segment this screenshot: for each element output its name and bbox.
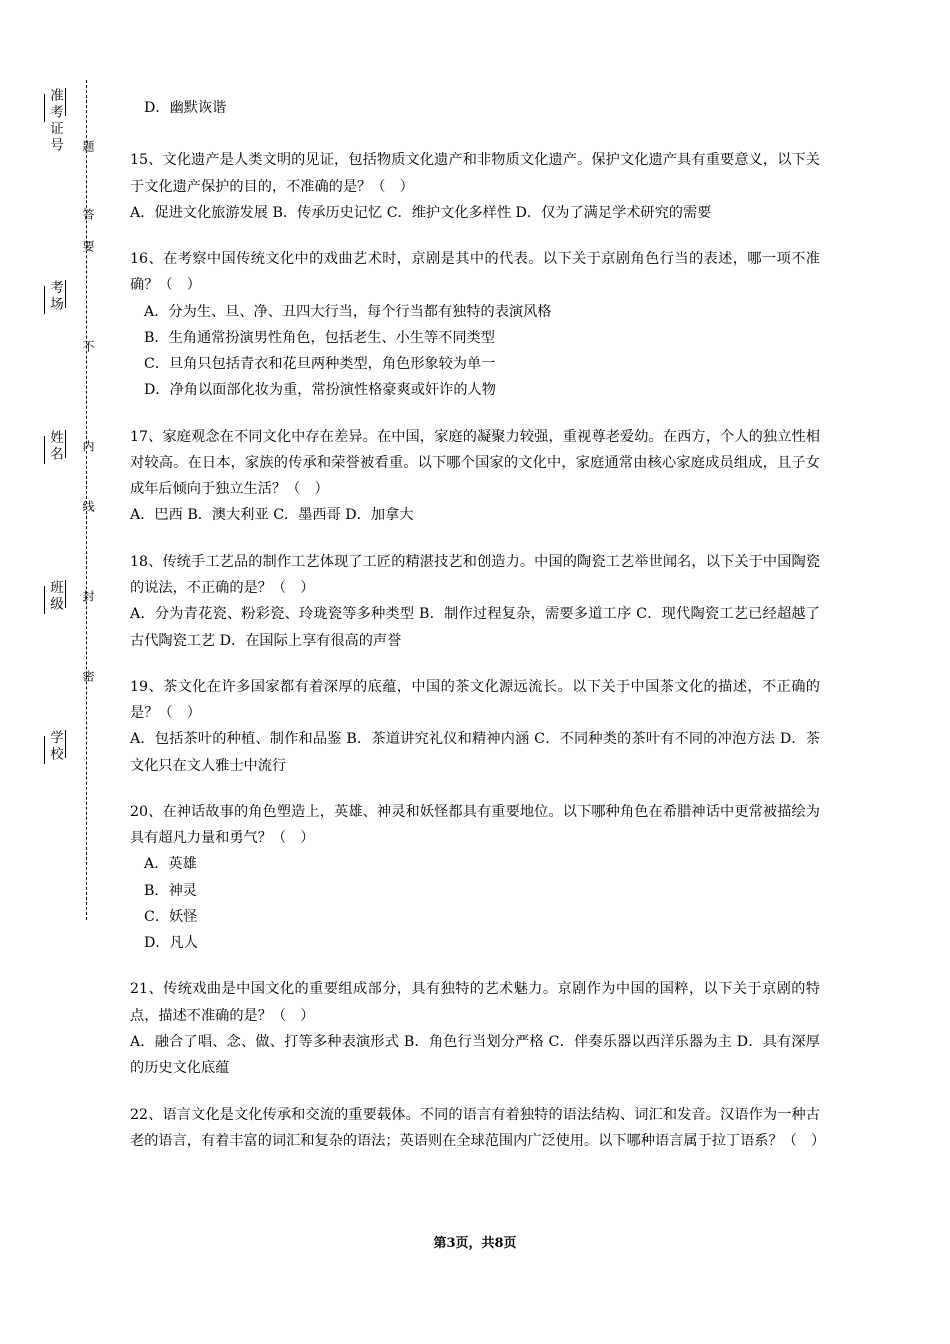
question-options-inline: A．促进文化旅游发展 B．传承历史记忆 C．维护文化多样性 D．仅为了满足学术研究的需要 [130,204,712,221]
seal-char-nei: 内 [81,440,95,472]
field-exam-room: 考场 [44,280,66,314]
seal-char-feng: 封 [81,590,95,622]
sealing-line-block [24,80,114,920]
question-stem: 22、语言文化是文化传承和交流的重要载体。不同的语言有着独特的语法结构、词汇和发音。汉语作为一种古老的语言，有着丰富的词汇和复杂的语法；英语则在全球范围内广泛使用。以下哪种语言属于拉丁语系？（ ） [130,1106,826,1149]
question-option-c: C．旦角只包括青衣和花旦两种类型，角色形象较为单一 [144,356,496,373]
question-option-c: C．妖怪 [144,908,198,925]
question-20 [130,799,820,957]
seal-char-bu: 不 [81,340,95,372]
question-16 [130,246,820,404]
question-stem: 20、在神话故事的角色塑造上，英雄、神灵和妖怪都具有重要地位。以下哪种角色在希腊神话中更常被描绘为具有超凡力量和勇气？（ ） [130,803,820,847]
page-footer: 第3页，共8页 [433,1236,517,1251]
question-option-a: A．英雄 [144,856,197,873]
question-15 [130,147,820,226]
question-options-inline: A．巴西 B．澳大利亚 C．墨西哥 D．加拿大 [130,507,414,524]
field-class: 班级 [44,580,66,614]
seal-char-da: 答 [81,208,95,240]
question-19 [130,674,820,779]
question-option-b: B．神灵 [144,882,197,899]
question-option-d: D．凡人 [144,935,198,952]
question-18 [130,549,820,654]
field-exam-number: 准考证号 [44,88,66,154]
seal-char-xian: 线 [81,500,95,532]
seal-char-ti: 题 [81,140,95,172]
question-17 [130,424,820,529]
lead-option: D．幽默诙谐 [144,100,227,116]
question-option-d: D．净角以面部化妆为重，常扮演性格豪爽或奸诈的人物 [144,382,496,399]
seal-char-yao: 要 [81,240,95,272]
question-22 [130,1102,826,1155]
question-stem: 17、家庭观念在不同文化中存在差异。在中国，家庭的凝聚力较强，重视尊老爱幼。在西方，个人的独立性相对较高。在日本，家族的传承和荣誉被看重。以下哪个国家的文化中，家庭通常由核心家庭成员组成，且子女成年后倾向于独立生活？（ ） [130,428,820,498]
field-school: 学校 [44,730,66,764]
question-stem: 21、传统戏曲是中国文化的重要组成部分，具有独特的艺术魅力。京剧作为中国的国粹，以下关于京剧的特点，描述不准确的是？（ ） [130,981,820,1024]
question-stem: 19、茶文化在许多国家都有着深厚的底蕴，中国的茶文化源远流长。以下关于中国茶文化的描述，不正确的是？（ ） [130,678,820,722]
question-stem: 16、在考察中国传统文化中的戏曲艺术时，京剧是其中的代表。以下关于京剧角色行当的表述，哪一项不准确？（ ） [130,251,820,294]
question-stem: 15、文化遗产是人类文明的见证，包括物质文化遗产和非物质文化遗产。保护文化遗产具有重要意义，以下关于文化遗产保护的目的，不准确的是？（ ） [130,152,820,195]
field-name: 姓名 [44,430,66,464]
question-options-inline: A．融合了唱、念、做、打等多种表演形式 B．角色行当划分严格 C．伴奏乐器以西洋乐器为主 D．具有深厚的历史文化底蕴 [130,1033,820,1077]
question-stem: 18、传统手工艺品的制作工艺体现了工匠的精湛技艺和创造力。中国的陶瓷工艺举世闻名，以下关于中国陶瓷的说法，不正确的是？（ ） [130,553,820,596]
question-content [130,95,826,1174]
question-options-inline: A．包括茶叶的种植、制作和品鉴 B．茶道讲究礼仪和精神内涵 C．不同种类的茶叶有不同的冲泡方法 D．茶文化只在文人雅士中流行 [130,731,820,774]
seal-char-mi: 密 [81,670,95,702]
question-options-inline: A．分为青花瓷、粉彩瓷、玲珑瓷等多种类型 B．制作过程复杂，需要多道工序 C．现代陶瓷工艺已经超越了古代陶瓷工艺 D．在国际上享有很高的声誉 [130,606,820,649]
question-option-a: A．分为生、旦、净、丑四大行当，每个行当都有独特的表演风格 [144,303,552,320]
question-21 [130,976,820,1081]
question-option-b: B．生角通常扮演男性角色，包括老生、小生等不同类型 [144,329,495,346]
